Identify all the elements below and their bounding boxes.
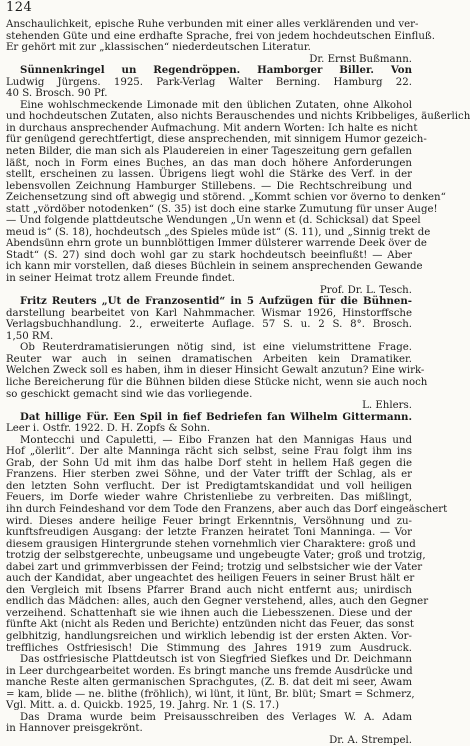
text-line: in seiner Heimat trotz allem Freunde findet.	[6, 273, 235, 285]
text-line: und hochdeutschen Zutaten, also nichts Berauschendes und nichts Kribbeliges, äußerlich	[6, 111, 470, 123]
text-line: trotzig der selbstgerechte, unbeugsame und ungebeugte Vater; groß und trotzig,	[6, 550, 426, 562]
text-line: ihn durch Feindeshand vor dem Tode den Franzens, aber auch das Dorf eingeäschert	[6, 503, 448, 515]
text-line: Hof „ölerlit“. Der alte Manninga rächt sich selbst, seine Frau folgt ihm ins	[6, 446, 412, 458]
text-line: Franzens. Hier sterben zwei Söhne, und der Vater trifft der Schlag, als er	[6, 469, 412, 481]
text-line: stellt, erscheinen zu lassen. Übrigens liegt wohl die Stärke des Verf. in der	[6, 169, 412, 181]
text-line: Leer i. Ostfr. 1922. D. H. Zopfs & Sohn.	[6, 423, 211, 435]
text-line: Prof. Dr. L. Tesch.	[319, 284, 412, 296]
text-line: Feuers, im Dorfe wieder wahre Christenliebe zu verbreiten. Das mißlingt,	[6, 492, 412, 504]
text-line: gelbhitzig, handlungsreichen und wirklich lebendig ist der ersten Akten. Vor-	[6, 630, 412, 642]
text-line: den Vergleich mit Ibsens Pfarrer Brand auch nicht entfernt aus; unirdisch	[6, 584, 412, 596]
text-line: in durchaus ansprechender Aufmachung. Mit andern Worten: Ich halte es nicht	[6, 122, 418, 134]
text-line: Ob Reuterdramatisierungen nötig sind, ist eine vielumstrittene Frage.	[20, 342, 412, 354]
text-line: für genügend gerechtfertigt, diese ansprechenden, mit sinnigem Humor gezeich-	[6, 134, 427, 146]
text-line: auch der Kandidat, aber ungeachtet des heiligen Feuers in seiner Brust hält er	[6, 573, 415, 585]
text-line: Dat hillige Für. Een Spil in fief Bedriefen fan Wilhelm Gittermann.	[20, 410, 412, 423]
page-number: 124	[6, 0, 33, 15]
text-line: Abendsünn ehrn grote un bunnblöttigen Immer dülsterer warrende Deek över de	[6, 238, 427, 250]
text-line: darstellung bearbeitet von Karl Nahmmacher. Wismar 1926, Hinstorffsche	[6, 307, 412, 319]
text-line: Er gehört mit zur „klassischen“ niederdeutschen Literatur.	[6, 42, 311, 54]
text-line: kunftsfreudigen Ausgang: der letzte Franzen heiratet Toni Manninga. — Vor	[6, 527, 412, 539]
text-line: den letzten Sohn verflucht. Der ist Predigtamtskandidat und voll heiligen	[6, 480, 412, 492]
text-line: meud is“ (S. 18), hochdeutsch „des Spieles müde ist“ (S. 11), und „Sinnig trekt de	[6, 226, 431, 238]
text-line: Verlagsbuchhandlung. 2., erweiterte Auflage. 57 S. u. 2 S. 8°. Brosch.	[6, 319, 412, 331]
text-line: endlich das Mädchen: alles, auch den Gegner verstehend, alles, auch den Gegner	[6, 596, 429, 608]
text-line: Stadt“ (S. 27) sind doch wohl gar zu stark hochdeutsch beeinflußt! — Aber	[6, 249, 412, 261]
text-line: Welchen Zweck soll es haben, ihm in dieser Hinsicht Gewalt anzutun? Eine wirk-	[6, 365, 425, 377]
text-line: Eine wohlschmeckende Limonade mit den üblichen Zutaten, ohne Alkohol	[20, 99, 412, 111]
text-line: Sünnenkringel un Regendröppen. Hamborger Biller. Von	[20, 64, 412, 77]
text-line: wird. Dieses andere heilige Feuer bringt Erkenntnis, Versöhnung und zu-	[6, 515, 412, 527]
text-line: 40 S. Brosch. 90 Pf.	[6, 88, 108, 100]
text-line: in Leer durchgearbeitet worden. Es bringt manche uns fremde Ausdrücke und	[6, 665, 413, 677]
text-line: dabei zart und grimmverbissen der Feind; trotzig und selbstsicher wie der Vater	[6, 561, 423, 573]
text-line: so geschickt gemacht sind wie das vorliegende.	[6, 388, 253, 400]
review-text-column	[6, 19, 470, 746]
text-line: Dr. A. Strempel.	[329, 734, 412, 746]
text-line: = kam, blide — ne. blithe (fröhlich), wi lünt, it lünt, Br. blüt; Smart = Schmerz,	[6, 688, 415, 700]
text-line: verzeihend. Schattenhaft sie wie ihnen auch die Liebesszenen. Diese und der	[6, 607, 412, 619]
text-line: statt „vördöber notodenken“ (S. 35) ist doch eine starke Zumutung für unser Auge!	[6, 203, 438, 215]
text-line: stehenden Güte und eine erdhafte Sprache, frei von jedem hochdeutschen Einfluß.	[6, 30, 435, 42]
text-line: lebensvollen Zeichnung Hamburger Stillebens. — Die Rechtschreibung und	[6, 180, 412, 192]
text-line: liche Bereicherung für die Bühnen bilden diese Stücke nicht, wenn sie auch noch	[6, 376, 428, 388]
text-line: Ludwig Jürgens. 1925. Park-Verlag Walter Berning. Hamburg 22.	[6, 76, 412, 88]
text-line: fünfte Akt (nicht als Reden und Berichte) entzünden nicht das Feuer, das sonst	[6, 619, 414, 631]
text-line: Grab, der Sohn Ud mit ihm das halbe Dorf steht in hellem Haß gegen die	[6, 457, 412, 469]
text-line: Zeichensetzung sind oft abwegig und störend. „Kommt schien vor överno to denken“	[6, 192, 446, 204]
text-line: Das Drama wurde beim Preisausschreiben des Verlages W. A. Adam	[20, 711, 412, 723]
text-line: läßt, noch in Form eines Buches, an das man doch höhere Anforderungen	[6, 157, 412, 169]
text-line: Dr. Ernst Bußmann.	[309, 53, 412, 65]
text-line: Fritz Reuters „Ut de Franzosentid“ in 5 Aufzügen für die Bühnen-	[20, 295, 412, 308]
text-line: L. Ehlers.	[362, 400, 412, 412]
text-line: Reuter war auch in seinen dramatischen Arbeiten kein Dramatiker.	[6, 353, 412, 365]
text-line: manche Reste alten germanischen Sprachgutes, (Z. B. dat deit mi seer, Awam	[6, 677, 412, 689]
text-line: Montecchi und Capuletti, — Eibo Franzen hat den Mannigas Haus und	[20, 434, 412, 446]
text-line: treffliches Ostfriesisch! Die Stimmung des Jahres 1919 zum Ausdruck.	[6, 642, 412, 654]
text-line: neten Bilder, die man sich als Plaudereien in einer Tageszeitung gern gefallen	[6, 146, 412, 158]
text-line: diesem grausigen Hintergrunde stehen vornehmlich vier Charaktere: groß und	[6, 538, 416, 550]
text-line: in Hannover preisgekrönt.	[6, 723, 143, 735]
text-line: 1,50 RM.	[6, 330, 54, 342]
text-line: ich kann mir vorstellen, daß dieses Büchlein in seinem ansprechenden Gewande	[6, 261, 423, 273]
text-line: Anschaulichkeit, epische Ruhe verbunden mit einer alles verklärenden und ver-	[6, 19, 419, 30]
text-line: Das ostfriesische Plattdeutsch ist von Siegfried Siefkes und Dr. Deichmann	[20, 654, 412, 666]
text-line: — Und folgende plattdeutsche Wendungen „Un wenn et (d. Schicksal) dat Speel	[6, 215, 421, 227]
text-line: Vgl. Mitt. a. d. Quickb. 1925, 19. Jahrg. Nr. 1 (S. 17.)	[6, 700, 280, 712]
